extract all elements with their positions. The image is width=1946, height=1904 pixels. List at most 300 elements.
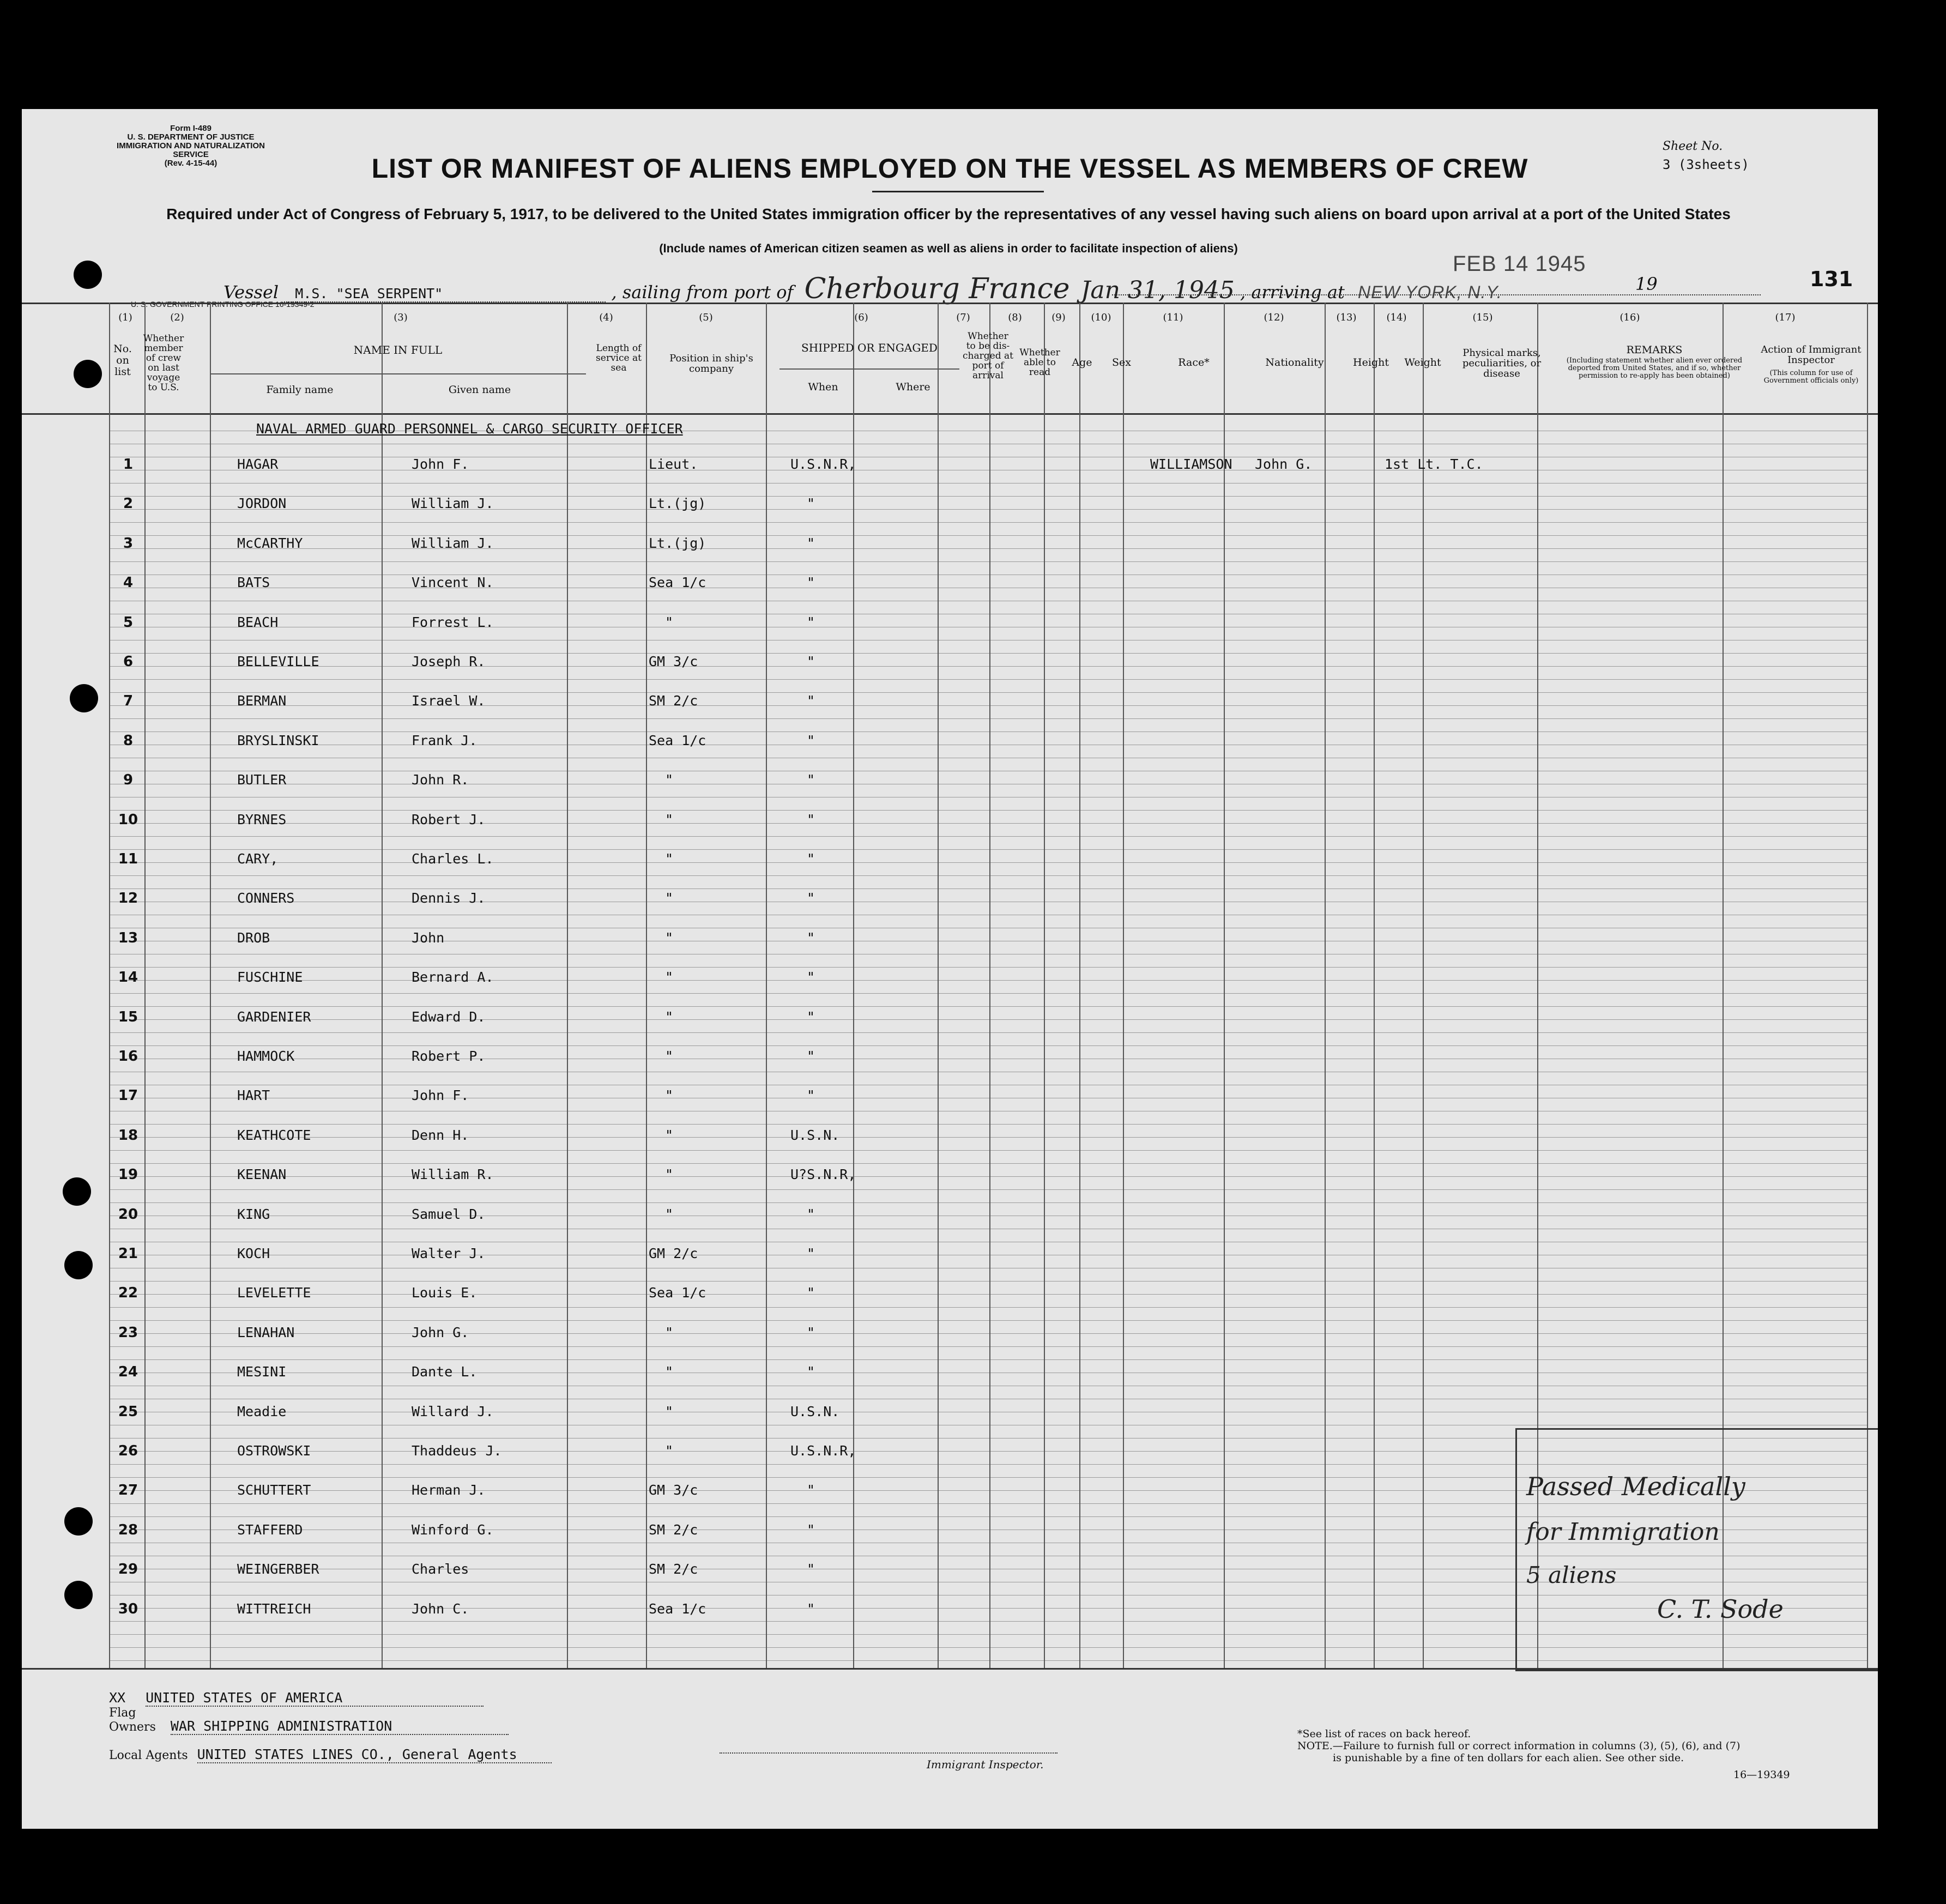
given-name: William J.: [412, 535, 494, 551]
family-name: OSTROWSKI: [237, 1443, 311, 1459]
service-length: GM 2/c: [649, 1246, 698, 1261]
service-length: SM 2/c: [649, 1522, 698, 1538]
header-nationality: Nationality: [1265, 356, 1324, 368]
row-number: 14: [118, 969, 138, 986]
header-remarks-note: (Including statement whether alien ever ordered deported from United States, and if so, whether permission to re-apply has been obtained): [1566, 356, 1743, 380]
shipped-when: ": [807, 1087, 815, 1103]
given-name: Edward D.: [412, 1009, 486, 1025]
column-line: [1224, 303, 1225, 1668]
given-name: Winford G.: [412, 1522, 494, 1538]
column-line: [646, 303, 647, 1668]
row-number: 19: [118, 1166, 138, 1183]
punch-hole: [64, 1581, 93, 1609]
header-name-in-full: NAME IN FULL: [353, 343, 443, 356]
header-inspector-action: Action of Immigrant Inspector: [1761, 344, 1862, 366]
note-bracket: [1515, 1428, 1878, 1671]
header-weight: Weight: [1404, 356, 1441, 368]
column-number: (2): [170, 312, 184, 323]
agents-row: [109, 1746, 552, 1763]
shipped-when: ": [807, 575, 815, 590]
family-name: HART: [237, 1087, 270, 1103]
service-length: ": [665, 1325, 674, 1340]
header-where: Where: [896, 381, 930, 393]
service-length: ": [665, 1443, 674, 1459]
shipped-when: U.S.N.: [790, 1127, 840, 1143]
row-line: [109, 1307, 1867, 1308]
flag-prefix: XX: [109, 1690, 126, 1706]
row-line: [109, 1202, 1867, 1203]
row-number: 30: [118, 1601, 138, 1617]
row-line: [109, 718, 1867, 719]
shipped-when: ": [807, 969, 815, 985]
note-label: NOTE.: [1297, 1740, 1333, 1752]
column-number: (5): [699, 312, 713, 323]
row-line: [109, 1294, 1867, 1295]
column-line: [567, 303, 568, 1668]
given-name: Thaddeus J.: [412, 1443, 502, 1459]
family-name: KOCH: [237, 1246, 270, 1261]
given-name: John C.: [412, 1601, 469, 1617]
row-line: [109, 1019, 1867, 1020]
punch-hole: [63, 1177, 91, 1206]
row-line: [109, 1150, 1867, 1151]
shipped-when: ": [807, 812, 815, 827]
row-line: [109, 993, 1867, 994]
family-name: KING: [237, 1206, 270, 1222]
owners-label: Owners: [109, 1720, 156, 1734]
row-line: [109, 1359, 1867, 1360]
family-name: BUTLER: [237, 772, 287, 788]
family-name: BERMAN: [237, 693, 287, 709]
inspector-label: Immigrant Inspector.: [927, 1758, 1044, 1771]
page-number: 131: [1810, 267, 1853, 291]
column-number: (6): [854, 312, 868, 323]
row-line: [109, 810, 1867, 811]
given-name: Charles L.: [412, 851, 494, 867]
service-length: Lt.(jg): [649, 495, 706, 511]
punch-hole: [74, 261, 102, 289]
family-name: BRYSLINSKI: [237, 733, 319, 748]
service-length: ": [665, 969, 674, 985]
given-name: John F.: [412, 1087, 469, 1103]
row-line: [109, 496, 1867, 497]
family-name: LEVELETTE: [237, 1285, 311, 1301]
header-height: Height: [1353, 356, 1389, 368]
family-name: McCARTHY: [237, 535, 303, 551]
row-line: [109, 875, 1867, 876]
row-line: [109, 509, 1867, 510]
family-name: CONNERS: [237, 890, 295, 906]
row-line: [109, 1045, 1867, 1046]
shipped-when: ": [807, 1482, 815, 1498]
column-number: (8): [1008, 312, 1022, 323]
service-length: ": [665, 1087, 674, 1103]
service-length: ": [665, 1166, 674, 1182]
service-length: Sea 1/c: [649, 575, 706, 590]
service-length: GM 3/c: [649, 654, 698, 669]
row-line: [109, 522, 1867, 523]
title-underline: [872, 191, 1044, 192]
shipped-when: ": [807, 1246, 815, 1261]
row1-nationality-entry: John G.: [1255, 456, 1313, 472]
note-line-1: Passed Medically: [1526, 1472, 1745, 1501]
row-number: 16: [118, 1048, 138, 1065]
owners-value: WAR SHIPPING ADMINISTRATION: [171, 1718, 509, 1735]
service-name: IMMIGRATION AND NATURALIZATION SERVICE: [117, 141, 265, 159]
row-number: 12: [118, 890, 138, 906]
given-name: John F.: [412, 456, 469, 472]
vessel-name: M.S. "SEA SERPENT": [284, 286, 606, 303]
row-number: 11: [118, 851, 138, 867]
service-length: ": [665, 851, 674, 867]
family-name: KEATHCOTE: [237, 1127, 311, 1143]
family-name: CARY,: [237, 851, 279, 867]
service-length: GM 3/c: [649, 1482, 698, 1498]
family-name: FUSCHINE: [237, 969, 303, 985]
shipped-header-rule: [779, 368, 959, 370]
family-name: LENAHAN: [237, 1325, 295, 1340]
row-line: [109, 823, 1867, 824]
penalty-note-2: is punishable by a fine of ten dollars for each alien. See other side.: [1333, 1752, 1684, 1764]
punch-hole: [70, 684, 98, 712]
vessel-label: Vessel: [223, 282, 279, 303]
family-name: WEINGERBER: [237, 1561, 319, 1577]
header-family-name: Family name: [266, 384, 334, 396]
port-from: Cherbourg France: [804, 273, 1070, 305]
given-name: Walter J.: [412, 1246, 486, 1261]
header-position: Position in ship's company: [669, 353, 753, 374]
form-revision: (Rev. 4-15-44): [164, 159, 217, 168]
flag-label: Flag: [109, 1706, 136, 1720]
row-number: 6: [123, 654, 134, 670]
family-name: MESINI: [237, 1364, 287, 1380]
form-number: Form I-489: [170, 124, 211, 133]
header-race: Race*: [1178, 356, 1210, 368]
column-number: (14): [1386, 312, 1407, 323]
row-line: [109, 836, 1867, 837]
year-label: 19: [1635, 274, 1658, 294]
row-line: [109, 548, 1867, 549]
column-line: [853, 303, 854, 1668]
name-header-rule: [210, 373, 586, 374]
owners-row: [109, 1718, 509, 1735]
row-line: [109, 1032, 1867, 1033]
manifest-sheet: [22, 109, 1878, 1829]
given-name: John G.: [412, 1325, 469, 1340]
row-line: [109, 705, 1867, 706]
given-name: Bernard A.: [412, 969, 494, 985]
note-line-3: 5 aliens: [1526, 1562, 1617, 1588]
column-number: (13): [1336, 312, 1357, 323]
row-number: 28: [118, 1522, 138, 1538]
row-line: [109, 692, 1867, 693]
column-line: [1325, 303, 1326, 1668]
shipped-when: ": [807, 693, 815, 709]
service-length: ": [665, 930, 674, 946]
service-length: Sea 1/c: [649, 1601, 706, 1617]
row-line: [109, 967, 1867, 968]
header-no-on-list: No. on list: [113, 343, 132, 378]
service-length: SM 2/c: [649, 693, 698, 709]
given-name: Frank J.: [412, 733, 478, 748]
given-name: Israel W.: [412, 693, 486, 709]
family-name: BYRNES: [237, 812, 287, 827]
column-line: [1123, 303, 1124, 1668]
punch-hole: [64, 1251, 93, 1279]
column-line: [766, 303, 767, 1668]
shipped-when: U?S.N.R,: [790, 1166, 856, 1182]
given-name: William R.: [412, 1166, 494, 1182]
document-subtitle-note: (Include names of American citizen seamen as well as aliens in order to facilitate inspection of aliens): [659, 241, 1238, 255]
column-number: (4): [599, 312, 613, 323]
shipped-when: ": [807, 1009, 815, 1025]
arriving-label: , arriving at: [1240, 282, 1345, 303]
section-heading: NAVAL ARMED GUARD PERSONNEL & CARGO SECURITY OFFICER: [256, 421, 683, 437]
row-number: 22: [118, 1285, 138, 1301]
column-number: (15): [1472, 312, 1493, 323]
header-physical-marks: Physical marks, peculiarities, or disease: [1462, 347, 1542, 379]
given-name: Willard J.: [412, 1404, 494, 1419]
row-number: 27: [118, 1482, 138, 1498]
row1-weight-entry: 1st Lt. T.C.: [1385, 456, 1483, 472]
service-length: ": [665, 1364, 674, 1380]
row-line: [109, 653, 1867, 654]
shipped-when: ": [807, 890, 815, 906]
shipped-when: ": [807, 930, 815, 946]
service-length: ": [665, 1127, 674, 1143]
header-when: When: [808, 381, 838, 393]
column-line: [1374, 303, 1375, 1668]
column-line: [210, 303, 211, 1668]
service-length: ": [665, 614, 674, 630]
vessel-line: [223, 273, 1859, 305]
column-number: (10): [1091, 312, 1111, 323]
given-name: Forrest L.: [412, 614, 494, 630]
shipped-when: ": [807, 733, 815, 748]
service-length: ": [665, 772, 674, 788]
row-line: [109, 666, 1867, 667]
given-name: John: [412, 930, 445, 946]
date-underline: [1112, 294, 1761, 295]
row-line: [109, 862, 1867, 863]
row-number: 18: [118, 1127, 138, 1144]
arrival-date-stamp: FEB 14 1945: [1453, 252, 1586, 276]
header-bottom-border: [22, 413, 1878, 415]
punch-hole: [74, 360, 102, 388]
family-name: HAMMOCK: [237, 1048, 295, 1064]
service-length: ": [665, 1206, 674, 1222]
date-sailed: Jan 31, 1945: [1080, 276, 1235, 304]
table-top-border: [22, 303, 1878, 304]
family-name: HAGAR: [237, 456, 279, 472]
row-number: 5: [123, 614, 134, 631]
row-number: 29: [118, 1561, 138, 1577]
row-line: [109, 980, 1867, 981]
row-number: 1: [123, 456, 134, 473]
column-line: [989, 303, 990, 1668]
row-number: 17: [118, 1087, 138, 1104]
races-note: *See list of races on back hereof.: [1297, 1728, 1471, 1740]
service-length: Lieut.: [649, 456, 698, 472]
shipped-when: ": [807, 1364, 815, 1380]
shipped-when: ": [807, 851, 815, 867]
form-code: 16—19349: [1733, 1769, 1790, 1781]
shipped-when: ": [807, 1325, 815, 1340]
service-length: Sea 1/c: [649, 733, 706, 748]
column-line: [938, 303, 939, 1668]
given-name: Samuel D.: [412, 1206, 486, 1222]
family-name: GARDENIER: [237, 1009, 311, 1025]
penalty-note-1: [1297, 1740, 1740, 1752]
shipped-when: ": [807, 614, 815, 630]
row-number: 7: [123, 693, 134, 709]
column-number: (11): [1163, 312, 1183, 323]
shipped-when: ": [807, 1601, 815, 1617]
row-number: 8: [123, 733, 134, 749]
row-number: 4: [123, 575, 134, 591]
row-number: 2: [123, 495, 134, 512]
row-number: 24: [118, 1364, 138, 1380]
note-line-2: for Immigration: [1526, 1518, 1720, 1546]
row-line: [109, 1320, 1867, 1321]
shipped-when: ": [807, 1048, 815, 1064]
shipped-when: ": [807, 772, 815, 788]
shipped-when: U.S.N.R,: [790, 456, 856, 472]
column-number: (7): [956, 312, 970, 323]
row-number: 21: [118, 1246, 138, 1262]
port-to: NEW YORK, N.Y.: [1357, 282, 1502, 302]
row-line: [109, 1189, 1867, 1190]
family-name: KEENAN: [237, 1166, 287, 1182]
column-line: [1423, 303, 1424, 1668]
row-number: 15: [118, 1009, 138, 1025]
header-given-name: Given name: [448, 384, 511, 396]
service-length: ": [665, 812, 674, 827]
column-number: (9): [1051, 312, 1066, 323]
row-line: [109, 1281, 1867, 1282]
given-name: Denn H.: [412, 1127, 469, 1143]
family-name: DROB: [237, 930, 270, 946]
row-line: [109, 1346, 1867, 1347]
note-text-1: —Failure to furnish full or correct information in columns (3), (5), (6), and (7): [1332, 1740, 1740, 1752]
given-name: Charles: [412, 1561, 469, 1577]
family-name: STAFFERD: [237, 1522, 303, 1538]
column-number: (12): [1264, 312, 1284, 323]
row-number: 20: [118, 1206, 138, 1223]
service-length: Lt.(jg): [649, 535, 706, 551]
given-name: Louis E.: [412, 1285, 478, 1301]
printing-office: U. S. GOVERNMENT PRINTING OFFICE 16-19349-2: [131, 300, 315, 309]
given-name: Dante L.: [412, 1364, 478, 1380]
sheet-number-value: 3 (3sheets): [1663, 157, 1749, 172]
given-name: Robert J.: [412, 812, 486, 827]
row-number: 25: [118, 1404, 138, 1420]
sheet-number-label: Sheet No.: [1663, 140, 1723, 153]
flag-row: [109, 1690, 484, 1707]
note-signature: C. T. Sode: [1657, 1594, 1784, 1624]
row1-race-entry: WILLIAMSON: [1150, 456, 1232, 472]
row-line: [109, 1163, 1867, 1164]
family-name: BEACH: [237, 614, 279, 630]
header-shipped-engaged: SHIPPED OR ENGAGED: [801, 341, 938, 354]
shipped-when: ": [807, 1206, 815, 1222]
given-name: Vincent N.: [412, 575, 494, 590]
row-number: 13: [118, 930, 138, 946]
sailing-label: , sailing from port of: [611, 282, 794, 303]
row-line: [109, 1176, 1867, 1177]
row-line: [109, 849, 1867, 850]
family-name: WITTREICH: [237, 1601, 311, 1617]
shipped-when: ": [807, 654, 815, 669]
service-length: ": [665, 890, 674, 906]
row-number: 10: [118, 812, 138, 828]
agents-value: UNITED STATES LINES CO., General Agents: [197, 1746, 552, 1763]
row-line: [109, 679, 1867, 680]
row-number: 3: [123, 535, 134, 552]
column-line: [1044, 303, 1045, 1668]
column-number: (17): [1775, 312, 1796, 323]
header-discharged: Whether to be dis-charged at port of arrival: [963, 331, 1013, 381]
document-subtitle: Required under Act of Congress of February 5, 1917, to be delivered to the United States immigration officer by the representatives of any vessel having such aliens on board upon arrival at a port of the United States: [166, 205, 1731, 222]
agents-label: Local Agents: [109, 1749, 188, 1762]
family-name: BATS: [237, 575, 270, 590]
inspector-signature-line: [720, 1752, 1057, 1754]
column-number: (16): [1619, 312, 1640, 323]
shipped-when: ": [807, 1561, 815, 1577]
column-number: (3): [394, 312, 408, 323]
service-length: Sea 1/c: [649, 1285, 706, 1301]
header-age: Age: [1072, 356, 1092, 368]
family-name: BELLEVILLE: [237, 654, 319, 669]
family-name: SCHUTTERT: [237, 1482, 311, 1498]
shipped-when: ": [807, 535, 815, 551]
given-name: William J.: [412, 495, 494, 511]
family-name: JORDON: [237, 495, 287, 511]
row-line: [109, 1124, 1867, 1125]
header-crew-last-voyage: Whether member of crew on last voyage to U.S.: [143, 333, 184, 393]
row-line: [109, 535, 1867, 536]
punch-hole: [64, 1507, 93, 1536]
row-number: 26: [118, 1443, 138, 1459]
row-line: [109, 1333, 1867, 1334]
header-able-to-read: Whether able to read: [1019, 347, 1060, 378]
row-line: [109, 888, 1867, 889]
shipped-when: ": [807, 1285, 815, 1301]
service-length: SM 2/c: [649, 1561, 698, 1577]
row-number: 9: [123, 772, 134, 788]
column-line: [382, 303, 383, 1668]
row-line: [109, 1137, 1867, 1138]
department: U. S. DEPARTMENT OF JUSTICE: [127, 132, 255, 142]
header-length-of-service: Length of service at sea: [596, 343, 642, 373]
service-length: ": [665, 1048, 674, 1064]
row-line: [109, 1006, 1867, 1007]
document-title: LIST OR MANIFEST OF ALIENS EMPLOYED ON THE VESSEL AS MEMBERS OF CREW: [371, 153, 1528, 184]
shipped-when: U.S.N.R,: [790, 1443, 856, 1459]
family-name: Meadie: [237, 1404, 287, 1419]
row-line: [109, 561, 1867, 562]
given-name: Herman J.: [412, 1482, 486, 1498]
given-name: Robert P.: [412, 1048, 486, 1064]
row-number: 23: [118, 1325, 138, 1341]
given-name: John R.: [412, 772, 469, 788]
service-length: ": [665, 1404, 674, 1419]
service-length: ": [665, 1009, 674, 1025]
column-number: (1): [118, 312, 132, 323]
flag-value: UNITED STATES OF AMERICA: [146, 1690, 484, 1707]
shipped-when: ": [807, 1522, 815, 1538]
header-remarks: REMARKS: [1626, 344, 1683, 356]
